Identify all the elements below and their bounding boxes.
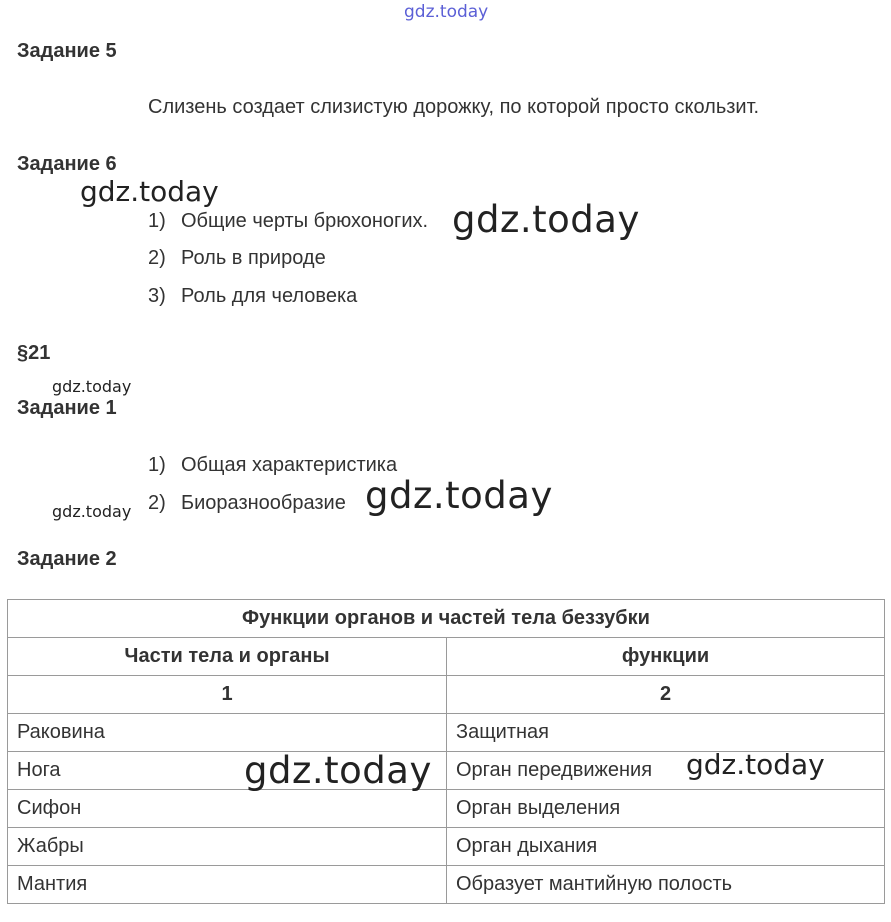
table-cell-function: Орган дыхания [447,828,885,866]
table-cell-function: Орган выделения [447,790,885,828]
watermark-task6-b: gdz.today [452,198,640,241]
column-header-parts: Части тела и органы [8,638,447,676]
table-cell-function: Образует мантийную полость [447,866,885,904]
table-cell-part: Жабры [8,828,447,866]
table-header-row [8,638,885,676]
task1-list-item-2 [148,492,346,515]
list-text: Роль для человека [181,285,358,307]
task6-heading: Задание 6 [17,153,117,175]
column-header-functions: функции [447,638,885,676]
task2-heading: Задание 2 [17,548,117,570]
list-text: Общие черты брюхоногих. [181,210,429,232]
watermark-task1-b: gdz.today [365,474,553,517]
list-number: 1) [148,210,166,232]
list-text: Биоразнообразие [181,492,346,514]
task5-text: Слизень создает слизистую дорожку, по которой просто скользит. [148,96,760,118]
list-text: Общая характеристика [181,454,398,476]
list-text: Роль в природе [181,247,326,269]
watermark-table-a: gdz.today [244,749,432,792]
table-row [8,866,885,904]
column-number-2: 2 [447,676,885,714]
table-cell-function: Защитная [447,714,885,752]
watermark-task1-a: gdz.today [52,502,132,521]
table-cell-function: Орган передвижения [447,752,885,790]
table-cell-part: Нога [8,752,447,790]
task1-list-item-1 [148,454,397,477]
task6-list-item-2 [148,247,326,270]
list-number: 1) [148,454,166,476]
table-cell-part: Мантия [8,866,447,904]
task5-heading: Задание 5 [17,40,117,62]
table-row [8,828,885,866]
column-number-1: 1 [8,676,447,714]
list-number: 2) [148,247,166,269]
table-cell-part: Раковина [8,714,447,752]
table-title-row [8,600,885,638]
table-number-row [8,676,885,714]
table-cell-part: Сифон [8,790,447,828]
table-row [8,790,885,828]
watermark-table-b: gdz.today [686,748,825,781]
task6-list-item-1 [148,210,428,233]
table-title: Функции органов и частей тела беззубки [8,600,885,638]
watermark-task6-a: gdz.today [80,175,219,208]
table-row [8,714,885,752]
section-heading: §21 [17,342,51,364]
task6-list-item-3 [148,285,357,308]
list-number: 2) [148,492,166,514]
task1-heading: Задание 1 [17,397,117,419]
watermark-p21: gdz.today [52,377,132,396]
list-number: 3) [148,285,166,307]
watermark-top: gdz.today [404,2,489,22]
